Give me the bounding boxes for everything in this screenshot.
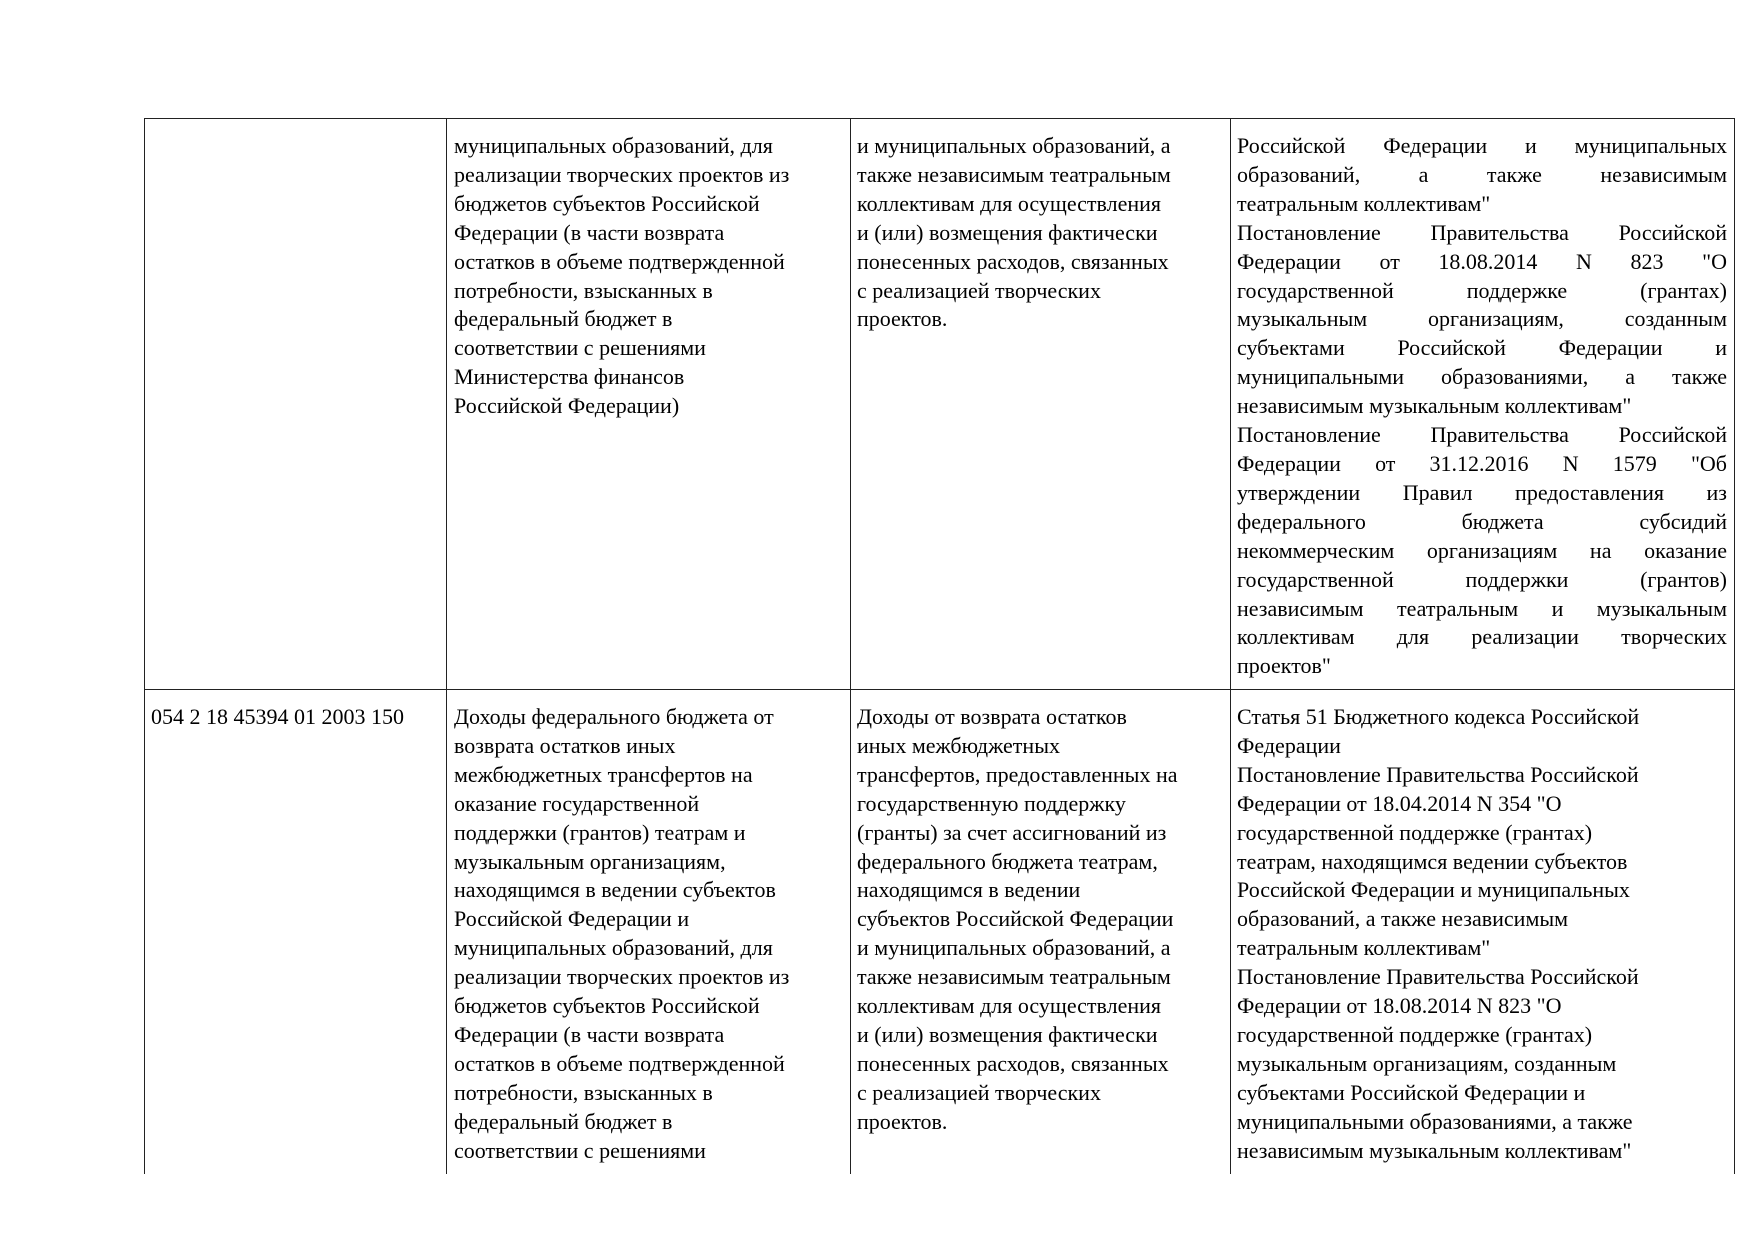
text-line: Министерства финансов [454,364,685,390]
text-line: и (или) возмещения фактически [857,1021,1158,1047]
text-line: коллективам для осуществления [857,190,1162,216]
text-line: также независимым театральным [857,964,1171,990]
text-line: понесенных расходов, связанных [857,1050,1169,1076]
text-line: реализации творческих проектов из [454,161,790,187]
text-line: театральным коллективам" [1237,190,1491,216]
row1-name-cell [454,132,844,421]
text-line: проектов. [857,1108,948,1134]
text-line: государственной поддержке (грантах) [1237,1021,1593,1047]
text-line: независимым музыкальным коллективам" [1237,393,1632,419]
text-line: образований, а также независимым [1237,906,1569,932]
text-line: музыкальным организациям, созданным [1237,1050,1617,1076]
column-border [446,118,447,1174]
text-line: с реализацией творческих [857,1079,1101,1105]
text-line: иных межбюджетных [857,732,1060,758]
text-line: музыкальным организациям, [454,848,726,874]
row2-description-cell [857,703,1227,1137]
text-line: соответствии с решениями [454,335,706,361]
text-line: Доходы федерального бюджета от [454,704,774,729]
text-line: межбюджетных трансфертов на [454,761,753,787]
row1-description-cell [857,132,1227,334]
text-line: Доходы от возврата остатков [857,704,1127,729]
text-line: Российской Федерации и муниципальных [1237,877,1630,903]
text-line: проектов" [1237,653,1331,679]
text-line: муниципальными образованиями, а также [1237,364,1727,390]
text-line: государственной поддержки (грантов) [1237,566,1727,592]
text-line: потребности, взысканных в [454,1079,713,1105]
text-line: образований, а также независимым [1237,161,1727,187]
text-line: проектов. [857,306,948,332]
text-line: Постановление Правительства Российской [1237,422,1727,448]
text-line: субъектами Российской Федерации и [1237,1079,1586,1105]
text-line: остатков в объеме подтвержденной [454,248,785,274]
text-line: субъектов Российской Федерации [857,906,1174,932]
text-line: Российской Федерации и муниципальных [1237,133,1727,158]
table-top-border [144,118,1735,119]
text-line: возврата остатков иных [454,732,676,758]
text-line: коллективам для осуществления [857,993,1162,1019]
text-line: Федерации [1237,732,1341,758]
column-border [1230,118,1231,1174]
text-line: федерального бюджета театрам, [857,848,1158,874]
row-divider [144,689,1735,690]
text-line: Российской Федерации) [454,393,680,419]
text-line: реализации творческих проектов из [454,964,790,990]
text-line: независимым театральным и музыкальным [1237,595,1727,621]
text-line: муниципальных образований, для [454,935,773,961]
text-line: находящимся в ведении субъектов [454,877,776,903]
text-line: оказание государственной [454,790,700,816]
text-line: поддержки (грантов) театрам и [454,819,746,845]
text-line: государственной поддержке (грантах) [1237,819,1593,845]
text-line: и (или) возмещения фактически [857,219,1158,245]
text-line: трансфертов, предоставленных на [857,761,1178,787]
text-line: театрам, находящимся ведении субъектов [1237,848,1628,874]
text-line: и муниципальных образований, а [857,133,1171,158]
column-border [144,118,145,1174]
text-line: Постановление Правительства Российской [1237,219,1727,245]
text-line: остатков в объеме подтвержденной [454,1050,785,1076]
text-line: с реализацией творческих [857,277,1101,303]
text-line: и муниципальных образований, а [857,935,1171,961]
text-line: Федерации от 18.04.2014 N 354 "О [1237,790,1562,816]
text-line: театральным коллективам" [1237,935,1491,961]
text-line: Федерации (в части возврата [454,219,725,245]
text-line: муниципальными образованиями, а также [1237,1108,1633,1134]
text-line: Федерации (в части возврата [454,1021,725,1047]
text-line: музыкальным организациям, созданным [1237,306,1727,332]
text-line: некоммерческим организациям на оказание [1237,537,1727,563]
text-line: Постановление Правительства Российской [1237,964,1639,990]
text-line: Федерации от 18.08.2014 N 823 "О [1237,248,1727,274]
text-line: находящимся в ведении [857,877,1081,903]
text-line: субъектами Российской Федерации и [1237,335,1727,361]
text-line: муниципальных образований, для [454,133,773,158]
text-line: Федерации от 18.08.2014 N 823 "О [1237,993,1562,1019]
text-line: бюджетов субъектов Российской [454,190,760,216]
text-line: утверждении Правил предоставления из [1237,479,1727,505]
text-line: федерального бюджета субсидий [1237,508,1727,534]
text-line: Постановление Правительства Российской [1237,761,1639,787]
text-line: Российской Федерации и [454,906,690,932]
text-line: Статья 51 Бюджетного кодекса Российской [1237,704,1640,729]
text-line: (гранты) за счет ассигнований из [857,819,1167,845]
column-border [1734,118,1735,1174]
row2-legal-basis-cell [1237,703,1727,1166]
text-line: Федерации от 31.12.2016 N 1579 "Об [1237,450,1727,476]
column-border [850,118,851,1174]
row2-code-cell: 054 2 18 45394 01 2003 150 [151,704,404,729]
text-line: соответствии с решениями [454,1137,706,1163]
row1-legal-basis-cell [1237,132,1727,681]
text-line: государственной поддержке (грантах) [1237,277,1727,303]
row2-name-cell [454,703,844,1166]
text-line: коллективам для реализации творческих [1237,624,1727,650]
text-line: государственную поддержку [857,790,1126,816]
text-line: также независимым театральным [857,161,1171,187]
text-line: федеральный бюджет в [454,1108,673,1134]
text-line: независимым музыкальным коллективам" [1237,1137,1632,1163]
text-line: понесенных расходов, связанных [857,248,1169,274]
text-line: федеральный бюджет в [454,306,673,332]
text-line: потребности, взысканных в [454,277,713,303]
text-line: бюджетов субъектов Российской [454,993,760,1019]
